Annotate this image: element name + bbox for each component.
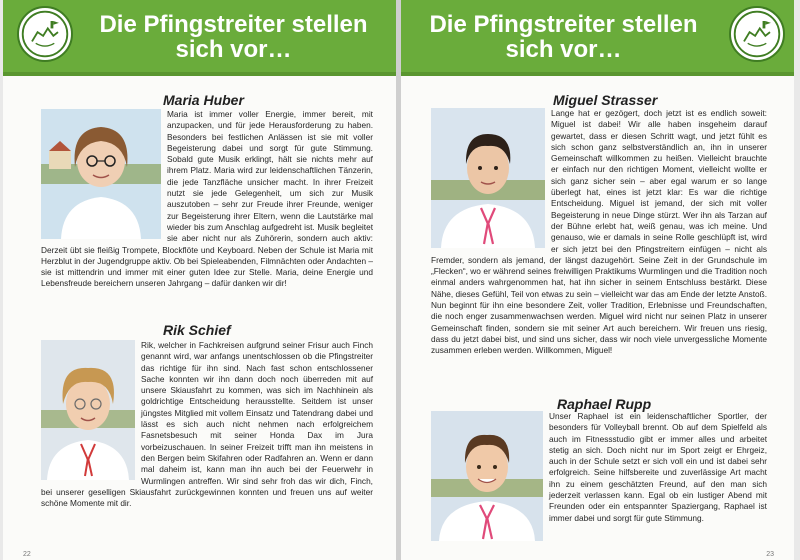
profile-text: Rik, welcher in Fachkreisen aufgrund seiner Frisur auch Finch genannt wird, war anfangs unentschlossen ob die Pfingstreiter das richtige für ihn sind. Nach fast schon entschlossener Sache konnten wir ihn dann doch noch überreden mit auf unsere Skiausfahrt zu kommen, was sich im Nachhinein als goldrichtige Entscheidung herausstellte. Seitdem ist unser jüngstes Mitglied mit vollem Einsatz und Tatendrang dabei und lässt es sich auch nicht nehmen nach erfolgreichem Fasnetsbesuch mit seiner Honda Dax im Jura vorbeizuschauen. In seiner Freizeit trifft man ihn meistens in den Bergen beim Skifahren oder Radfahren an. Wenn er dann mal daheim ist, kann man ihn auch bei der Feuerwehr in Wurmlingen antreffen. Wir sind sehr froh das wir dich, Finch, bei unserer geselligen Skiausfahrt zurückgewinnen konnten und freuen uns auf weiter schöne Momente mit dir. (41, 340, 373, 509)
club-emblem-icon (17, 6, 73, 62)
profile-text: Unser Raphael ist ein leidenschaftlicher Sportler, der besonders für Volleyball brennt. Ob auf dem Spielfeld als auch im Fitnessstudio gibt er immer alles und arbeitet stetig an sich. Doch nicht nur im Sport zeigt er Ehrgeiz, auch in der Schule setzt er sich voll ein und ist dabei sehr erfolgreich. Seine hilfsbereite und zuverlässige Art macht ihn zu einem geschätzten Freund, auf den man sich jederzeit verlassen kann. Egal ob ein lustiger Abend mit Freunden oder ein entspannter Spaziergang, Raphael ist immer dabei und sorgt für gute Stimmung. (549, 411, 767, 523)
page-title-line2: sich vor… (175, 36, 292, 63)
profile-photo (41, 340, 135, 480)
club-emblem-icon (729, 6, 785, 62)
page-banner (401, 0, 794, 76)
left-page (3, 0, 396, 560)
profile-text-block (431, 411, 767, 541)
profile-photo (41, 109, 161, 239)
profile-text: Maria ist immer voller Energie, immer bereit, mit anzupacken, und für jede Herausforderung zu haben. Besonders bei festlichen Anlässen ist sie mit voller Begeisterung dabei und sorgt für gute Stimmung. Sobald gute Musik erklingt, hält sie nichts mehr auf ihrem Platz. Maria wird zur leidenschaftlichen Tänzerin, die jede Tanzfläche unsicher macht. In ihrer Freizeit nutzt sie jede Gelegenheit, um sich zur Musik auszutoben – sehr zur Freude ihrer Freunde, weniger zur Begeisterung ihrer Eltern, wenn die Lautstärke mal wieder bis zum Anschlag aufgedreht ist. Musik begleitet sie aber nicht nur als Zuhörerin, sondern auch aktiv: Derzeit übt sie fleißig Trompete, Blockflöte und Keyboard. Neben der Schule ist Maria mit Herzblut in der Jugendgruppe aktiv. Ob bei Spieleabenden, Filmnächten oder Andachten – sie ist mittendrin und immer mit einer guten Idee zur Stelle. Maria, deine Energie und Lebensfreude bereichern unseren Jahrgang – dafür danken wir dir! (41, 109, 373, 289)
profile-name: Rik Schief (163, 322, 231, 338)
page-title-line1: Die Pfingstreiter stellen (99, 11, 368, 38)
profile-name: Maria Huber (163, 92, 244, 108)
profile-name: Miguel Strasser (553, 92, 658, 108)
profile-text-block (41, 109, 373, 290)
profile-photo (431, 108, 545, 248)
profile-text-block (431, 108, 767, 357)
page-number: 22 (23, 551, 31, 558)
profile-text-block (41, 340, 373, 509)
right-page (401, 0, 794, 560)
page-banner (3, 0, 396, 76)
profile-name: Raphael Rupp (557, 396, 652, 412)
page-title (411, 12, 716, 62)
page-title-line2: sich vor… (505, 36, 622, 63)
page-title-line1: Die Pfingstreiter stellen (429, 11, 698, 38)
profile-photo (431, 411, 543, 541)
page-title (81, 12, 386, 62)
profile-text: Lange hat er gezögert, doch jetzt ist es endlich soweit: Miguel ist dabei! Wir alle haben insgeheim darauf gewartet, dass er diesen Schritt wagt, und jetzt fühlt es sich schon ganz selbstverständlich an, ihn in unserer Gemeinschaft willkommen zu heißen. Vielleicht brauchte er einfach nur den richtigen Moment, vielleicht wollte er sich ganz sicher sein – aber egal warum er so lange überlegt hat, eines ist jetzt klar: Es war die richtige Entscheidung. Miguel ist jemand, der sich mit voller Begeisterung in neue Dinge stürzt. Wer ihn als Tarzan auf der Bühne erlebt hat, weiß genau, was ich meine. Und genauso, wie er damals in seine Rolle geschlüpft ist, wird er sich jetzt bei den Pfingstreitern einfügen – nicht als Fremder, sondern als jemand, der längst dazugehört. Seine Zeit in der Grundschule im „Flecken“, wo er während seines freiwilligen Praktikums Wurmlingen und die Tradition noch einmal anders wahrgenommen hat, hat ihn sicher in seinem Entschluss bestärkt. Diese Nähe, dieses Gefühl, Teil von etwas zu sein – vielleicht war das am Ende der letzte Anstoß. Nun beginnt für ihn eine besondere Zeit, voller Tradition, Erlebnisse und Freundschaften, die noch enger zusammenwachsen werden. Miguel wird nicht nur seinen Platz in unserer Gemeinschaft finden, sondern sie mit seiner Art auch bereichern. Wir freuen uns riesig, dass du jetzt dabei bist, und sind uns sicher, dass wir noch viele unvergessliche Momente zusammen erleben werden. Willkommen, Miguel! (431, 108, 767, 356)
page-number: 23 (766, 551, 774, 558)
